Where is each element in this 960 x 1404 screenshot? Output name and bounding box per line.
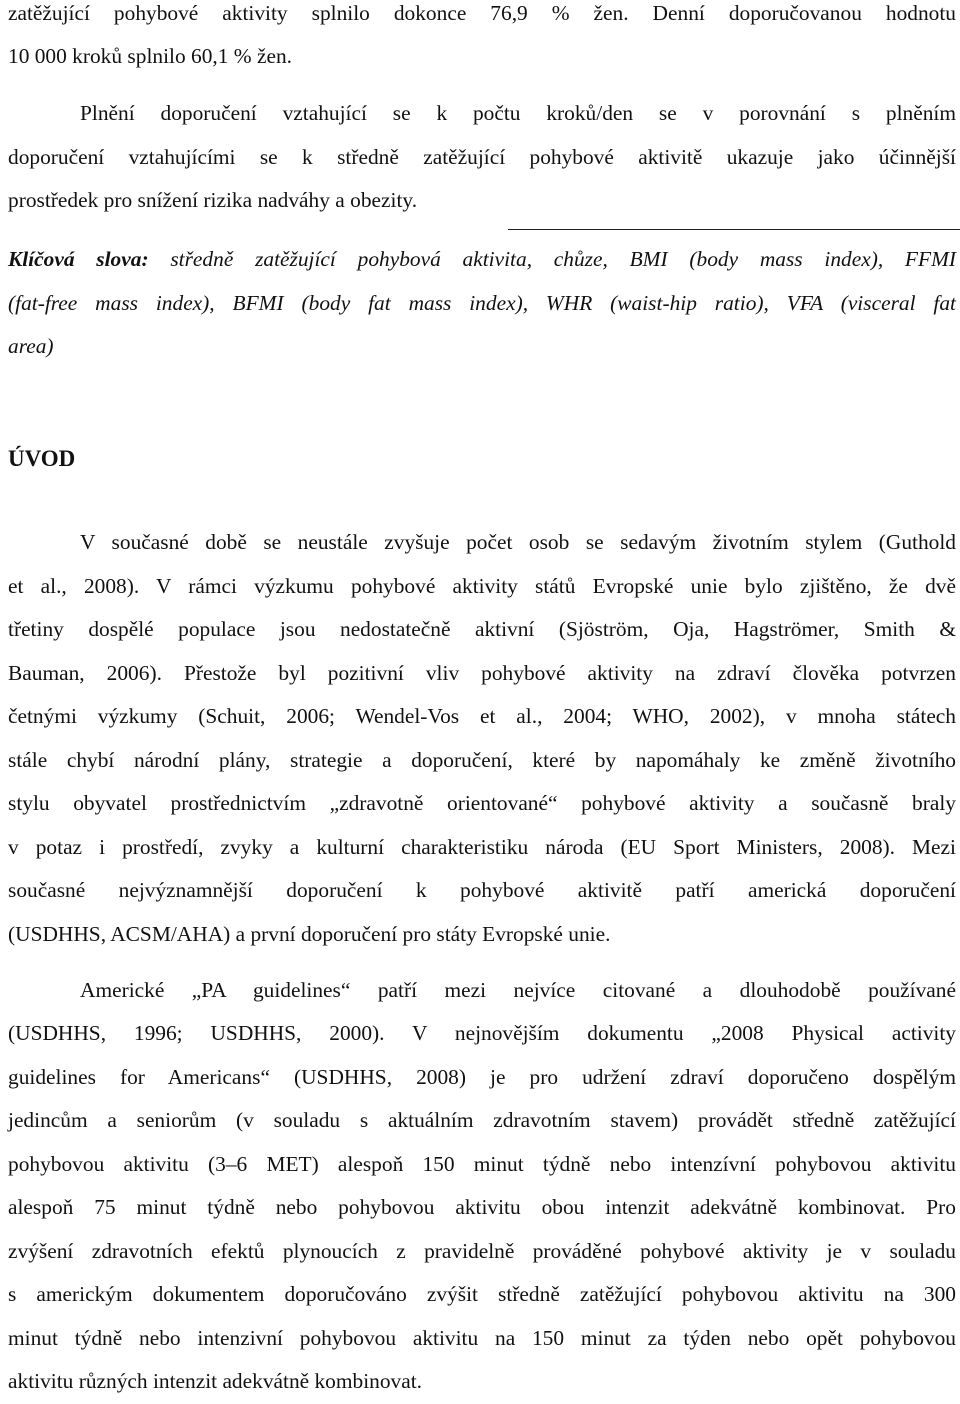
intro-p1-line-1: V současné době se neustále zvyšuje počet osob se sedavým životním stylem (Guthold: [80, 530, 956, 554]
intro-p2-line-3: guidelines for Americans“ (USDHHS, 2008) je pro udržení zdraví doporučeno dospělým: [8, 1065, 956, 1089]
intro-p2-line-8: s americkým dokumentem doporučováno zvýšit středně zatěžující pohybovou aktivitu na 300: [8, 1282, 956, 1306]
intro-p1-line-10: (USDHHS, ACSM/AHA) a první doporučení pro státy Evropské unie.: [8, 922, 611, 946]
keywords-label: Klíčová slova:: [8, 247, 149, 271]
intro-p2-line-9: minut týdně nebo intenzivní pohybovou aktivitu na 150 minut za týden nebo opět pohybovou: [8, 1326, 956, 1350]
intro-p1-line-7: stylu obyvatel prostřednictvím „zdravotně orientované“ pohybové aktivity a současně braly: [8, 791, 956, 815]
intro-p2-line-7: zvýšení zdravotních efektů plynoucích z pravidelně prováděné pohybové aktivity je v souladu: [8, 1239, 956, 1263]
intro-p2-line-6: alespoň 75 minut týdně nebo pohybovou aktivitu obou intenzit adekvátně kombinovat. Pro: [8, 1195, 956, 1219]
summary-line-2: doporučení vztahujícími se k středně zatěžující pohybové aktivitě ukazuje jako účinnější: [8, 145, 956, 169]
fragment-line-2: 10 000 kroků splnilo 60,1 % žen.: [8, 44, 292, 68]
intro-p1-line-4: Bauman, 2006). Přestože byl pozitivní vliv pohybové aktivity na zdraví člověka potvrzen: [8, 661, 956, 685]
summary-line-3: prostředek pro snížení rizika nadváhy a obezity.: [8, 188, 418, 212]
intro-p2-line-2: (USDHHS, 1996; USDHHS, 2000). V nejnovějším dokumentu „2008 Physical activity: [8, 1021, 956, 1045]
summary-line-1: Plnění doporučení vztahující se k počtu kroků/den se v porovnání s plněním: [80, 101, 956, 125]
keywords-divider-rule: [508, 229, 960, 230]
fragment-line-1: zatěžující pohybové aktivity splnilo dokonce 76,9 % žen. Denní doporučovanou hodnotu: [8, 1, 956, 25]
intro-p2-line-1: Americké „PA guidelines“ patří mezi nejvíce citované a dlouhodobě používané: [80, 978, 956, 1002]
section-heading-uvod: ÚVOD: [8, 446, 76, 471]
intro-p1-line-8: v potaz i prostředí, zvyky a kulturní charakteristiku národa (EU Sport Ministers, 2008). Mezi: [8, 835, 956, 859]
intro-p2-line-4: jedincům a seniorům (v souladu s aktuálním zdravotním stavem) provádět středně zatěžující: [8, 1108, 956, 1132]
keywords-line-1: [8, 238, 956, 282]
intro-p1-line-2: et al., 2008). V rámci výzkumu pohybové aktivity států Evropské unie bylo zjištěno, že dvě: [8, 574, 956, 598]
intro-p1-line-6: stále chybí národní plány, strategie a doporučení, které by napomáhaly ke změně životního: [8, 748, 956, 772]
intro-p2-line-10: aktivitu různých intenzit adekvátně kombinovat.: [8, 1369, 423, 1393]
keywords-text-1: středně zatěžující pohybová aktivita, chůze, BMI (body mass index), FFMI: [170, 247, 957, 271]
intro-p1-line-3: třetiny dospělé populace jsou nedostatečně aktivní (Sjöström, Oja, Hagströmer, Smith &: [8, 617, 956, 641]
intro-p2-line-5: pohybovou aktivitu (3–6 MET) alespoň 150 minut týdně nebo intenzívní pohybovou aktivitu: [8, 1152, 956, 1176]
keywords-line-2: (fat-free mass index), BFMI (body fat mass index), WHR (waist-hip ratio), VFA (visceral fat: [8, 291, 956, 315]
keywords-line-3: area): [8, 334, 54, 358]
intro-p1-line-5: četnými výzkumy (Schuit, 2006; Wendel-Vos et al., 2004; WHO, 2002), v mnoha státech: [8, 704, 956, 728]
intro-p1-line-9: současné nejvýznamnější doporučení k pohybové aktivitě patří americká doporučení: [8, 878, 956, 902]
